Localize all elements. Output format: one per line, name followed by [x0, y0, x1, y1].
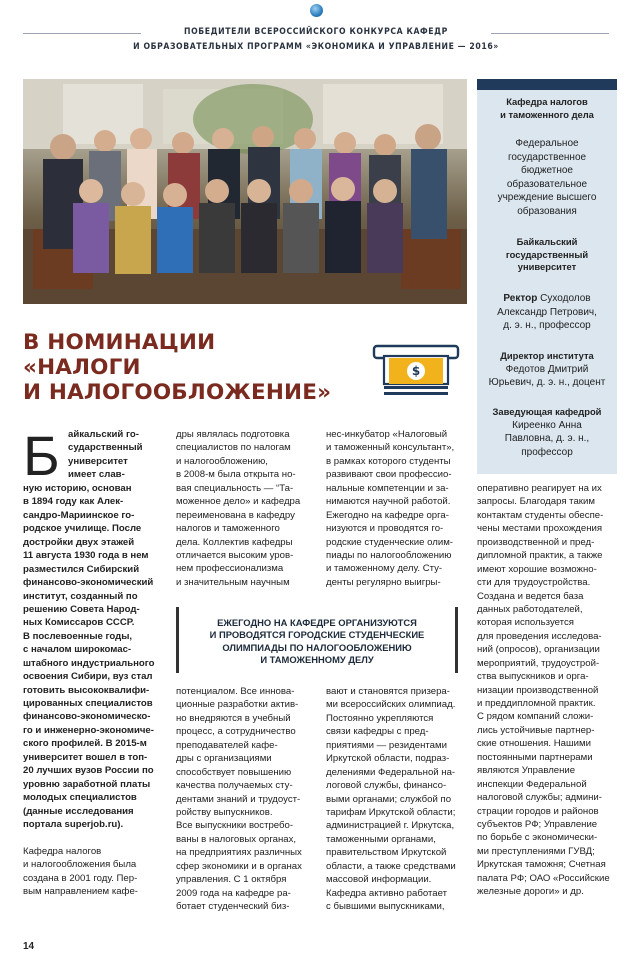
col3-line: низуются и проводятся го-	[326, 523, 444, 535]
article-title	[23, 330, 331, 405]
col1-line: ных Комиссаров СССР.	[23, 617, 135, 629]
col4-line: постоянными партнерами	[477, 751, 593, 763]
col4-line: ми преступлениями ГУВД;	[477, 845, 595, 857]
col4-line: контактам студенты обеспе-	[477, 509, 604, 521]
col2-line: моженное дело» и кафедра	[176, 496, 301, 508]
col4-line: железные дороги» и др.	[477, 886, 584, 898]
col4-line: страции городов и районов	[477, 805, 599, 817]
col1-line: финансово-экономическо-	[23, 711, 151, 723]
sidebar-director-label: Директор института	[500, 350, 594, 361]
col2-line: и значительным научным	[176, 576, 290, 588]
col1-line: Кафедра налогов	[23, 845, 102, 857]
quote-line-2: И ПРОВОДЯТСЯ ГОРОДСКИЕ СТУДЕНЧЕСКИЕ	[209, 629, 425, 641]
sidebar-dept-title-1: Кафедра налогов	[506, 96, 588, 107]
col2-line: ботает студенческий биз-	[176, 901, 290, 912]
col3-line: нимаются научной работой.	[326, 496, 451, 508]
col1-line: портала superjob.ru).	[23, 818, 124, 830]
title-line-3: И НАЛОГООБЛОЖЕНИЕ»	[23, 380, 332, 405]
col2-line: нем профессионализма	[176, 563, 284, 575]
col2-line: переименована в кафедру	[176, 509, 295, 521]
col4-line: дипломной практик, а также	[477, 550, 603, 562]
col2-line: сфер экономики и в органах	[176, 860, 302, 872]
col4-line: мероприятий, трудоустрой-	[477, 657, 600, 669]
col4-line: запросы. Благодаря таким	[477, 496, 595, 508]
col1-top-line: имеет слав-	[68, 469, 125, 481]
col3-line: таможенными органами,	[326, 833, 436, 845]
col1-line: (данные исследования	[23, 805, 134, 817]
sidebar-org-5: учреждение высшего	[497, 192, 597, 204]
col2-line: 2009 года на кафедре ра-	[176, 887, 291, 899]
sidebar-rector-1: Суходолов	[540, 293, 591, 304]
sidebar-director-1: Федотов Дмитрий	[505, 363, 589, 375]
sidebar-org-3: бюджетное	[521, 165, 573, 177]
col4-line: С рядом компаний сложи-	[477, 711, 594, 723]
col3-line: нальные компетенции и за-	[326, 482, 449, 494]
col3-line: выми органами; службой по	[326, 793, 452, 805]
sidebar-university-3: университет	[517, 261, 577, 273]
col4-line: Иркутская таможня; Счетная	[477, 859, 606, 871]
col4-line: Создана и ведется база	[477, 590, 584, 602]
col2-line: способствует повышению	[176, 766, 292, 778]
title-line-2: «НАЛОГИ	[23, 355, 141, 380]
sidebar-rector-3: д. э. н., профессор	[503, 320, 591, 332]
title-line-1: В НОМИНАЦИИ	[23, 330, 216, 355]
col1-line: достройки двух этажей	[23, 536, 135, 548]
col3-line: связи кафедры с пред-	[326, 726, 429, 738]
col4-line: лись устойчивые партнер-	[477, 724, 595, 736]
col1-top-line: университет	[68, 455, 128, 467]
column-1	[23, 482, 155, 899]
col1-line: освоения Сибири, вуз стал	[23, 671, 153, 683]
sidebar-top-bar	[477, 79, 617, 90]
quote-line-1: ЕЖЕГОДНО НА КАФЕДРЕ ОРГАНИЗУЮТСЯ	[217, 617, 417, 628]
col2-line: на предприятиях различных	[176, 847, 302, 859]
col1-line: В послевоенные годы,	[23, 630, 133, 642]
col3-line: и таможенный консультант»,	[326, 442, 455, 454]
col4-line: инспекции Федеральной	[477, 778, 587, 790]
col1-top-line: сударственный	[68, 442, 143, 454]
col4-line: налоговой службы; админи-	[477, 792, 602, 804]
col3-line: Ежегодно на кафедре орга-	[326, 509, 449, 521]
col4-line: ний (опросов), организации	[477, 644, 600, 656]
col1-line: штабного индустриального	[23, 657, 155, 669]
col3-line: тарифам Иркутской области;	[326, 806, 456, 818]
col1-line: го и инженерно-экономиче-	[23, 724, 154, 736]
col1-line: 11 августа 1930 года в нем	[23, 550, 149, 562]
col2-line: потенциалом. Все иннова-	[176, 686, 295, 697]
col4-line: данных работодателей,	[477, 603, 583, 615]
col1-line: уровню заработной платы	[23, 778, 151, 790]
col1-line: готовить высококвалифи-	[23, 684, 150, 696]
quote-line-4: И ТАМОЖЕННОМУ ДЕЛУ	[260, 654, 374, 666]
col1-line: родское училище. После	[23, 523, 142, 535]
col4-line: являются Управление	[477, 765, 576, 777]
sidebar-head-label: Заведующая кафедрой	[492, 406, 602, 417]
col2-line: дентами знаний и трудоуст-	[176, 793, 301, 805]
col4-line: производственной и пред-	[477, 536, 595, 548]
col1-line: вым направлением кафе-	[23, 886, 138, 898]
col2-line: но внедряются в учебный	[176, 712, 291, 724]
col3-line: массовой информации.	[326, 874, 432, 886]
col2-line: в 2008-м была открыта но-	[176, 469, 296, 481]
col3-line: родские студенческие олим-	[326, 536, 453, 548]
pull-quote	[176, 607, 458, 673]
col2-line: дела. Коллектив кафедры	[176, 536, 293, 548]
col3-line: и таможенному делу. Сту-	[326, 563, 443, 575]
col4-line: и преддипломной практик.	[477, 698, 596, 709]
col3-line: денты регулярно выигры-	[326, 576, 441, 588]
drop-cap: Б	[23, 424, 60, 487]
col2-line: ваны в налоговых органах,	[176, 833, 297, 845]
col1-line: сандро-Мариинское го-	[23, 509, 135, 521]
col4-line: для проведения исследова-	[477, 630, 602, 642]
col2-line: управления. С 1 октября	[176, 874, 287, 886]
col2-line: процесс, а сотрудничество	[176, 726, 296, 738]
col3-line: правительством Иркутской	[326, 847, 447, 859]
col2-line: специалистов по налогам	[176, 442, 291, 454]
col3-line: пиады по налогообложению	[326, 549, 452, 561]
col2-line: Все выпускники востребо-	[176, 820, 294, 832]
col2-line: вая специальность — “Та-	[176, 482, 294, 494]
column-4	[477, 482, 610, 899]
sidebar-director-2: Юрьевич, д. э. н., доцент	[488, 377, 606, 389]
col1-line: разместился Сибирский	[23, 563, 140, 575]
col4-line: сти для трудоустройства.	[477, 577, 591, 589]
col1-line: университет вошел в топ-	[23, 751, 148, 763]
sidebar-org-2: государственное	[507, 151, 587, 163]
sidebar-head-1: Киреенко Анна	[512, 419, 582, 431]
col3-line: с бывшими выпускниками,	[326, 901, 445, 912]
sidebar-rector-2: Александр Петрович,	[497, 306, 597, 318]
group-photo	[23, 79, 467, 304]
col2-line: ционные разработки актив-	[176, 699, 299, 711]
sidebar-org-4: образовательное	[506, 178, 588, 190]
col1-line: молодых специалистов	[23, 792, 137, 804]
col3-line: Постоянно укрепляются	[326, 712, 434, 724]
globe-logo-icon	[310, 4, 323, 17]
col4-line: чены местами прохождения	[477, 523, 603, 535]
col2-line: отличается высоким уров-	[176, 549, 294, 561]
col2-line: дры с организациями	[176, 753, 272, 765]
col4-line: по борьбе с экономически-	[477, 832, 598, 844]
header-line-1: ПОБЕДИТЕЛИ ВСЕРОССИЙСКОГО КОНКУРСА КАФЕДР	[184, 27, 448, 37]
col1-line: институт, созданный по	[23, 590, 138, 602]
col3-line: нес-инкубатор «Налоговый	[326, 429, 448, 440]
tax-money-icon	[371, 344, 461, 400]
col4-line: которая используется	[477, 617, 574, 629]
col2-line: ройству выпускников.	[176, 806, 273, 818]
col4-line: субъектов РФ; Управление	[477, 818, 598, 830]
col1-line: ского профилей. В 2015-м	[23, 738, 147, 750]
col4-line: ства выпускников и орга-	[477, 671, 589, 683]
col4-line: низации производственной	[477, 684, 599, 696]
col1-top-line: айкальский го-	[68, 429, 139, 440]
col3-line: администрацией г. Иркутска,	[326, 820, 455, 832]
col1-line: 20 лучших вузов России по	[23, 765, 154, 777]
col1-line: с началом широкомас-	[23, 644, 132, 656]
column-1-intro	[68, 428, 143, 482]
col4-line: ские отношения. Нашими	[477, 738, 591, 750]
col1-line: финансово-экономический	[23, 577, 154, 589]
col4-line: палата РФ; ОАО «Российские	[477, 872, 610, 884]
col1-line: ную историю, основан	[23, 483, 132, 494]
column-3-bottom	[326, 685, 456, 913]
col2-line: и налогообложению,	[176, 455, 268, 467]
quote-line-3: ОЛИМПИАДЫ ПО НАЛОГООБЛОЖЕНИЮ	[222, 641, 412, 653]
column-2-bottom	[176, 685, 302, 913]
sidebar-org-1: Федеральное	[515, 138, 579, 149]
sidebar-head-2: Павловна, д. э. н.,	[504, 433, 590, 445]
column-3-top	[326, 428, 454, 589]
sidebar-head-3: профессор	[521, 446, 573, 458]
col3-line: развивают свои профессио-	[326, 469, 452, 481]
sidebar-dept-title-2: и таможенного дела	[500, 108, 594, 120]
col3-line: логовой службы, финансо-	[326, 780, 447, 792]
info-sidebar	[477, 79, 617, 474]
col3-line: вают и становятся призера-	[326, 686, 450, 697]
col4-line: оперативно реагирует на их	[477, 483, 602, 494]
col1-line: в 1894 году как Алек-	[23, 496, 124, 508]
sidebar-rector-label: Ректор	[503, 293, 538, 304]
col2-line: дры являлась подготовка	[176, 429, 290, 440]
col2-line: налогов и таможенного	[176, 523, 280, 535]
col3-line: ми всероссийских олимпиад.	[326, 699, 456, 711]
col3-line: в рамках которого студенты	[326, 455, 451, 467]
col1-line: цированных специалистов	[23, 698, 153, 709]
col3-line: области, а также средствами	[326, 860, 456, 872]
col3-line: приятиями — резидентами	[326, 739, 447, 751]
column-2-top	[176, 428, 300, 589]
header-line-2: И ОБРАЗОВАТЕЛЬНЫХ ПРОГРАММ «ЭКОНОМИКА И УПРАВЛЕНИЕ — 2016»	[133, 42, 499, 52]
col2-line: качества получаемых сту-	[176, 780, 293, 792]
sidebar-university-2: государственный	[505, 248, 589, 260]
col3-line: делениями Федеральной на-	[326, 766, 456, 778]
col1-line: и налогообложения была	[23, 859, 137, 871]
sidebar-org-6: образования	[517, 205, 577, 217]
col1-line: решению Совета Народ-	[23, 603, 140, 615]
sidebar-university-1: Байкальский	[516, 236, 578, 247]
page-number: 14	[23, 941, 35, 952]
col3-line: Кафедра активно работает	[326, 887, 447, 899]
col2-line: преподавателей кафе-	[176, 739, 278, 751]
col3-line: Иркутской области, подраз-	[326, 753, 450, 765]
col1-line: создана в 2001 году. Пер-	[23, 872, 138, 884]
col4-line: имеют хорошие возможно-	[477, 563, 597, 575]
dollar-sign: $	[411, 364, 421, 378]
col1-line	[23, 831, 155, 844]
